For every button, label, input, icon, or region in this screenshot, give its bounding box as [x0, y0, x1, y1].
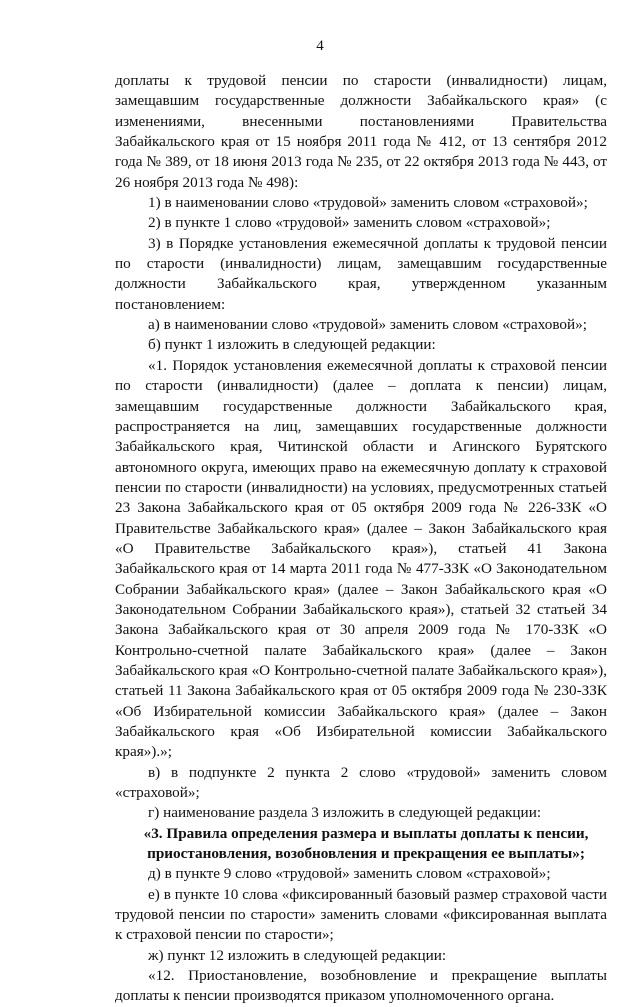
paragraph: в) в подпункте 2 пункта 2 слово «трудовой» заменить словом «страховой»;	[115, 763, 607, 802]
paragraph: «12. Приостановление, возобновление и прекращение выплаты доплаты к пенсии производятся приказом уполномоченного органа.	[115, 967, 607, 1005]
paragraph: «1. Порядок установления ежемесячной доплаты к страховой пенсии по старости (инвалидности) (далее – доплата к пенсии) лицам, замещавшим государственные должности Забайкальского края, распространяется на лиц, замещавших государственные должности Забайкальского края, Читинской области и Агинского Бурятского автономного округа, имеющих право на ежемесячную доплату к страховой пенсии по старости (инвалидности) на условиях, предусмотренных статьей 23 Закона Забайкальского края от 05 октября 2009 года № 226-ЗЗК «О Правительстве Забайкальского края» (далее – Закон Забайкальского края «О Правительстве Забайкальского края»), статьей 41 Закона Забайкальского края от 14 марта 2011 года № 477-ЗЗК «О Законодательном Собрании Забайкальского края» (далее – Закон Забайкальского края «О Законодательном Собрании Забайкальского края»), статьей 32 статьей 34 Закона Забайкальского края от 30 апреля 2009 года № 170-ЗЗК «О Контрольно-счетной палате Забайкальского края» (далее – Закон Забайкальского края «О Контрольно-счетной палате Забайкальского края»), статьей 11 Закона Забайкальского края от 05 октября 2009 года № 230-ЗЗК «Об Избирательной комиссии Забайкальского края» (далее – Закон Забайкальского края «Об Избирательной комиссии Забайкальского края»).»;	[115, 356, 607, 761]
paragraph: ж) пункт 12 изложить в следующей редакции:	[148, 946, 447, 964]
paragraph: 1) в наименовании слово «трудовой» заменить словом «страховой»;	[148, 194, 588, 212]
section-heading: «3. Правила определения размера и выплаты доплаты к пенсии, приостановления, возобновления и прекращения ее выплаты»;	[143, 824, 589, 863]
paragraph: доплаты к трудовой пенсии по старости (инвалидности) лицам, замещавшим государственные должности Забайкальского края» (с изменениями, внесенными постановлениями Правительства Забайкальского края от 15 ноября 2011 года № 412, от 13 сентября 2012 года № 389, от 18 июня 2013 года № 235, от 22 октября 2013 года № 443, от 26 ноября 2013 года № 498):	[115, 72, 607, 191]
paragraph: 3) в Порядке установления ежемесячной доплаты к трудовой пенсии по старости (инвалидности) лицам, замещавшим государственные должности Забайкальского края, утвержденном указанным постановлением:	[115, 234, 607, 313]
document-body	[115, 71, 607, 1007]
paragraph: д) в пункте 9 слово «трудовой» заменить словом «страховой»;	[148, 865, 551, 883]
paragraph: е) в пункте 10 слова «фиксированный базовый размер страховой части трудовой пенсии по старости» заменить словами «фиксированная выплата к страховой пенсии по старости»;	[115, 885, 607, 944]
paragraph: б) пункт 1 изложить в следующей редакции:	[148, 336, 436, 354]
paragraph: а) в наименовании слово «трудовой» заменить словом «страховой»;	[148, 316, 587, 334]
paragraph: 2) в пункте 1 слово «трудовой» заменить словом «страховой»;	[148, 214, 551, 232]
paragraph: г) наименование раздела 3 изложить в следующей редакции:	[148, 804, 542, 822]
page-number: 4	[316, 38, 324, 54]
